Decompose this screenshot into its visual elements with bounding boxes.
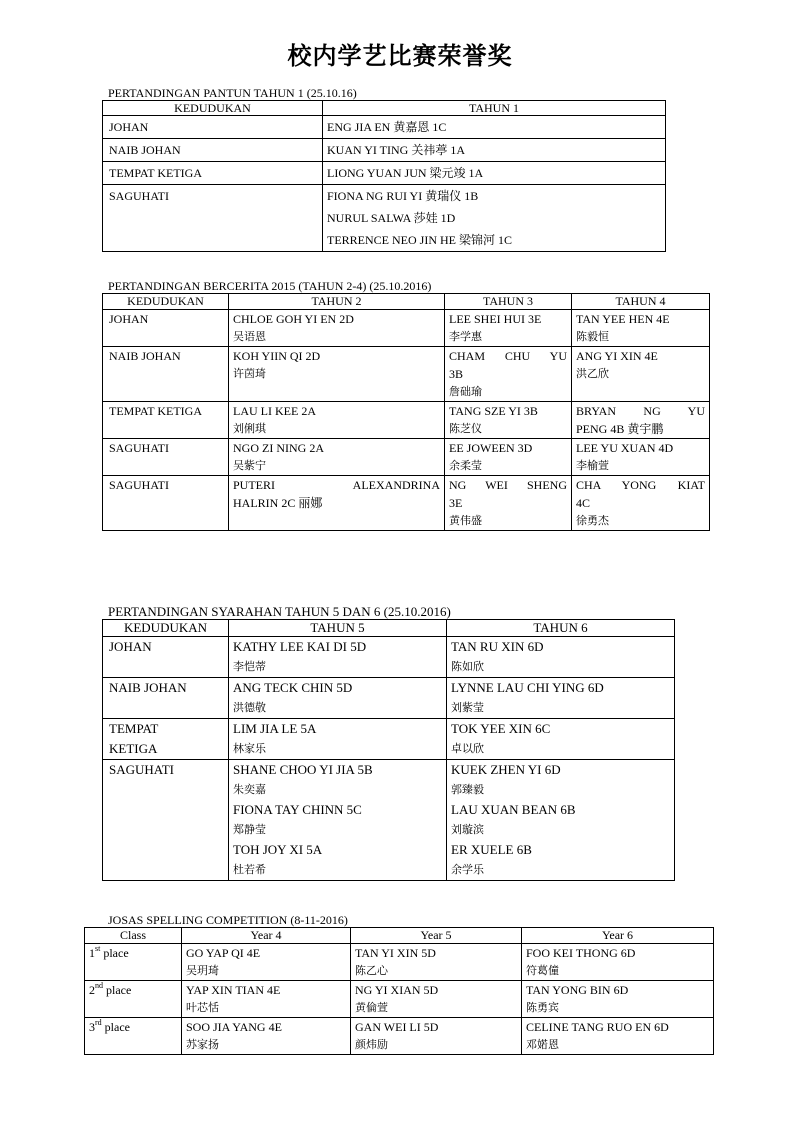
table-row xyxy=(103,719,675,760)
winner-name: HALRIN 2C 丽娜 xyxy=(233,496,323,510)
table-row xyxy=(103,402,710,439)
winner-name: GO YAP QI 4E xyxy=(186,946,261,960)
winner-cell xyxy=(572,439,710,476)
table-row xyxy=(85,944,714,981)
position-label: JOHAN xyxy=(109,639,152,654)
table-row xyxy=(103,760,675,881)
winner-name: LEE SHEI HUI 3E xyxy=(449,312,542,326)
winner-cell xyxy=(229,347,445,402)
winner-cell xyxy=(229,476,445,531)
winner-name: ANG YI XIN 4E xyxy=(576,349,658,363)
winner-cell xyxy=(323,162,666,185)
table-row xyxy=(103,185,666,252)
winner-chinese-name: 陈勇宾 xyxy=(526,1001,559,1014)
place-number: 2 xyxy=(89,983,95,997)
winner-name: CHA YONG KIAT xyxy=(576,478,705,492)
place-cell xyxy=(85,981,182,1018)
spelling-section xyxy=(84,913,714,1055)
spelling-caption: JOSAS SPELLING COMPETITION (8-11-2016) xyxy=(108,913,348,927)
winner-chinese-name: 刘俐琪 xyxy=(233,422,266,435)
header-cell: KEDUDUKAN xyxy=(103,620,229,637)
winner-name: TOH JOY XI 5A xyxy=(233,842,323,857)
winner-chinese-name: 黄伟盛 xyxy=(449,514,482,527)
winner-name: GAN WEI LI 5D xyxy=(355,1020,439,1034)
pantun-section xyxy=(102,86,666,252)
position-cell: JOHAN xyxy=(103,310,229,347)
place-word: place xyxy=(106,983,132,997)
position-cell xyxy=(103,678,229,719)
winner-name: TAN YI XIN 5D xyxy=(355,946,436,960)
position-cell xyxy=(103,719,229,760)
winner-chinese-name: 陈乙心 xyxy=(355,964,388,977)
winner-name: LIONG YUAN JUN 梁元竣 1A xyxy=(327,166,484,180)
winner-cell xyxy=(351,944,522,981)
winner-name: YAP XIN TIAN 4E xyxy=(186,983,281,997)
winner-chinese-name: 苏家扬 xyxy=(186,1038,219,1051)
winner-chinese-name: 符葛僮 xyxy=(526,964,559,977)
pantun-caption: PERTANDINGAN PANTUN TAHUN 1 (25.10.16) xyxy=(108,86,357,100)
winner-cell xyxy=(229,678,447,719)
place-suffix: nd xyxy=(95,981,103,990)
winner-chinese-name: 郭臻毅 xyxy=(451,783,484,796)
winner-chinese-name: 李榆萱 xyxy=(576,459,609,472)
spelling-table xyxy=(84,927,714,1055)
winner-name: CELINE TANG RUO EN 6D xyxy=(526,1020,669,1034)
winner-cell xyxy=(445,310,572,347)
header-cell: KEDUDUKAN xyxy=(103,101,323,116)
winner-cell xyxy=(182,1018,351,1055)
winner-name: SOO JIA YANG 4E xyxy=(186,1020,282,1034)
table-header-row xyxy=(103,294,710,310)
winner-chinese-name: 卓以欣 xyxy=(451,742,484,755)
place-word: place xyxy=(103,946,129,960)
winner-chinese-name: 刘璇滨 xyxy=(451,823,484,836)
winner-cell xyxy=(351,1018,522,1055)
header-cell: TAHUN 4 xyxy=(572,294,710,310)
winner-cell xyxy=(182,981,351,1018)
winner-class: 4C xyxy=(576,496,591,510)
winner-cell xyxy=(572,402,710,439)
winner-cell xyxy=(572,310,710,347)
syarahan-section xyxy=(102,605,675,881)
winner-chinese-name: 洪德敬 xyxy=(233,701,266,714)
header-cell: Year 4 xyxy=(182,928,351,944)
winner-chinese-name: 林家乐 xyxy=(233,742,266,755)
winner-name: LIM JIA LE 5A xyxy=(233,721,317,736)
winner-chinese-name: 叶芯恬 xyxy=(186,1001,219,1014)
winner-cell xyxy=(572,347,710,402)
table-row xyxy=(103,347,710,402)
winner-chinese-name: 余学乐 xyxy=(451,863,484,876)
winner-chinese-name: 詹础瑜 xyxy=(449,385,482,398)
place-number: 1 xyxy=(89,946,95,960)
winner-chinese-name: 郑静莹 xyxy=(233,823,266,836)
winner-cell xyxy=(447,719,675,760)
syarahan-table xyxy=(102,619,675,881)
header-cell: Year 5 xyxy=(351,928,522,944)
winner-name: CHAM CHU YU xyxy=(449,349,567,363)
header-cell: KEDUDUKAN xyxy=(103,294,229,310)
page-title: 校内学艺比赛荣誉奖 xyxy=(287,42,513,70)
position-cell: SAGUHATI xyxy=(103,476,229,531)
winner-cell xyxy=(182,944,351,981)
winner-name: FOO KEI THONG 6D xyxy=(526,946,636,960)
bercerita-caption: PERTANDINGAN BERCERITA 2015 (TAHUN 2-4) (25.10.2016) xyxy=(108,279,432,293)
table-row xyxy=(103,678,675,719)
position-cell: NAIB JOHAN xyxy=(103,347,229,402)
winner-chinese-name: 吴语恩 xyxy=(233,330,266,343)
position-cell: SAGUHATI xyxy=(103,439,229,476)
winner-name: TAN YEE HEN 4E xyxy=(576,312,670,326)
winner-chinese-name: 朱奕嘉 xyxy=(233,783,266,796)
position-cell: TEMPAT KETIGA xyxy=(103,162,323,185)
winner-chinese-name: 黄倫萱 xyxy=(355,1001,388,1014)
winner-chinese-name: 吴紫宁 xyxy=(233,459,266,472)
winner-cell xyxy=(229,637,447,678)
winner-cell xyxy=(445,439,572,476)
header-cell: TAHUN 5 xyxy=(229,620,447,637)
place-suffix: rd xyxy=(95,1018,102,1027)
position-label: TEMPAT xyxy=(109,721,159,736)
header-cell: TAHUN 3 xyxy=(445,294,572,310)
table-row xyxy=(103,637,675,678)
winner-cell xyxy=(445,476,572,531)
table-header-row xyxy=(85,928,714,944)
position-cell: TEMPAT KETIGA xyxy=(103,402,229,439)
position-label: KETIGA xyxy=(109,741,158,756)
winner-cell xyxy=(445,402,572,439)
table-row xyxy=(85,1018,714,1055)
position-cell xyxy=(103,760,229,881)
winner-name: FIONA NG RUI YI 黄瑞仪 1B xyxy=(327,189,479,203)
winner-cell xyxy=(522,981,714,1018)
winner-chinese-name: 杜若希 xyxy=(233,863,266,876)
winner-chinese-name: 洪乙欣 xyxy=(576,367,609,380)
winner-name: LAU XUAN BEAN 6B xyxy=(451,802,576,817)
winner-name: TAN YONG BIN 6D xyxy=(526,983,629,997)
winner-cell xyxy=(447,637,675,678)
winner-chinese-name: 陈毅恒 xyxy=(576,330,609,343)
winner-cell xyxy=(447,760,675,881)
winner-cell xyxy=(323,116,666,139)
winner-chinese-name: 刘紫莹 xyxy=(451,701,484,714)
winner-cell xyxy=(229,310,445,347)
bercerita-table xyxy=(102,293,710,531)
winner-name: NGO ZI NING 2A xyxy=(233,441,324,455)
position-cell xyxy=(103,637,229,678)
place-cell xyxy=(85,944,182,981)
winner-chinese-name: 陈芝仪 xyxy=(449,422,482,435)
winner-name: BRYAN NG YU xyxy=(576,404,705,418)
bercerita-section xyxy=(102,279,710,531)
position-cell: JOHAN xyxy=(103,116,323,139)
header-cell: TAHUN 6 xyxy=(447,620,675,637)
winner-cell xyxy=(445,347,572,402)
table-header-row xyxy=(103,101,666,116)
winner-name: NG YI XIAN 5D xyxy=(355,983,439,997)
position-label: SAGUHATI xyxy=(109,762,174,777)
place-suffix: st xyxy=(95,944,101,953)
winner-name: CHLOE GOH YI EN 2D xyxy=(233,312,354,326)
winner-chinese-name: 徐勇杰 xyxy=(576,514,609,527)
header-cell: TAHUN 1 xyxy=(323,101,666,116)
winner-cell xyxy=(447,678,675,719)
position-cell: SAGUHATI xyxy=(103,185,323,252)
table-row xyxy=(103,139,666,162)
winner-name: PENG 4B 黄宇鹏 xyxy=(576,422,664,436)
winner-name: TOK YEE XIN 6C xyxy=(451,721,551,736)
winner-name: LEE YU XUAN 4D xyxy=(576,441,674,455)
winner-cell xyxy=(572,476,710,531)
syarahan-caption: PERTANDINGAN SYARAHAN TAHUN 5 DAN 6 (25.10.2016) xyxy=(108,604,451,619)
winner-name: KATHY LEE KAI DI 5D xyxy=(233,639,367,654)
winner-name: TAN RU XIN 6D xyxy=(451,639,544,654)
winner-chinese-name: 李学惠 xyxy=(449,330,482,343)
winner-cell xyxy=(229,719,447,760)
winner-chinese-name: 余柔莹 xyxy=(449,459,482,472)
place-number: 3 xyxy=(89,1020,95,1034)
table-row xyxy=(103,116,666,139)
winner-class: 3E xyxy=(449,496,463,510)
header-cell: TAHUN 2 xyxy=(229,294,445,310)
winner-chinese-name: 许茵琦 xyxy=(233,367,266,380)
winner-name: TANG SZE YI 3B xyxy=(449,404,538,418)
place-word: place xyxy=(104,1020,130,1034)
winner-name: SHANE CHOO YI JIA 5B xyxy=(233,762,373,777)
table-row xyxy=(103,162,666,185)
winner-cell xyxy=(229,439,445,476)
winner-name: KOH YIIN QI 2D xyxy=(233,349,321,363)
winner-cell xyxy=(323,139,666,162)
header-cell: Year 6 xyxy=(522,928,714,944)
pantun-table xyxy=(102,100,666,252)
winner-name: KUAN YI TING 关祎葶 1A xyxy=(327,143,465,157)
position-label: NAIB JOHAN xyxy=(109,680,187,695)
position-cell: NAIB JOHAN xyxy=(103,139,323,162)
winner-chinese-name: 邓婼恩 xyxy=(526,1038,559,1051)
header-cell: Class xyxy=(85,928,182,944)
winner-chinese-name: 吴玥琦 xyxy=(186,964,219,977)
winner-name: PUTERI ALEXANDRINA xyxy=(233,478,440,492)
place-cell xyxy=(85,1018,182,1055)
winner-chinese-name: 李恺蒂 xyxy=(233,660,266,673)
winner-name: FIONA TAY CHINN 5C xyxy=(233,802,362,817)
winner-name: TERRENCE NEO JIN HE 梁锦河 1C xyxy=(327,233,512,247)
winner-cell xyxy=(229,402,445,439)
table-row xyxy=(85,981,714,1018)
winner-name: LAU LI KEE 2A xyxy=(233,404,316,418)
winner-chinese-name: 陈如欣 xyxy=(451,660,484,673)
table-header-row xyxy=(103,620,675,637)
winner-cell xyxy=(522,944,714,981)
winner-name: NG WEI SHENG xyxy=(449,478,567,492)
table-row xyxy=(103,310,710,347)
winner-cell xyxy=(229,760,447,881)
winner-name: ENG JIA EN 黄嘉恩 1C xyxy=(327,120,447,134)
winner-cell xyxy=(351,981,522,1018)
winner-name: KUEK ZHEN YI 6D xyxy=(451,762,561,777)
winner-class: 3B xyxy=(449,367,464,381)
winner-name: LYNNE LAU CHI YING 6D xyxy=(451,680,604,695)
winner-chinese-name: 颜炜励 xyxy=(355,1038,388,1051)
winner-cell xyxy=(323,185,666,252)
winner-name: EE JOWEEN 3D xyxy=(449,441,533,455)
winner-name: NURUL SALWA 莎娃 1D xyxy=(327,211,456,225)
table-row xyxy=(103,476,710,531)
table-row xyxy=(103,439,710,476)
winner-name: ER XUELE 6B xyxy=(451,842,532,857)
winner-cell xyxy=(522,1018,714,1055)
winner-name: ANG TECK CHIN 5D xyxy=(233,680,353,695)
